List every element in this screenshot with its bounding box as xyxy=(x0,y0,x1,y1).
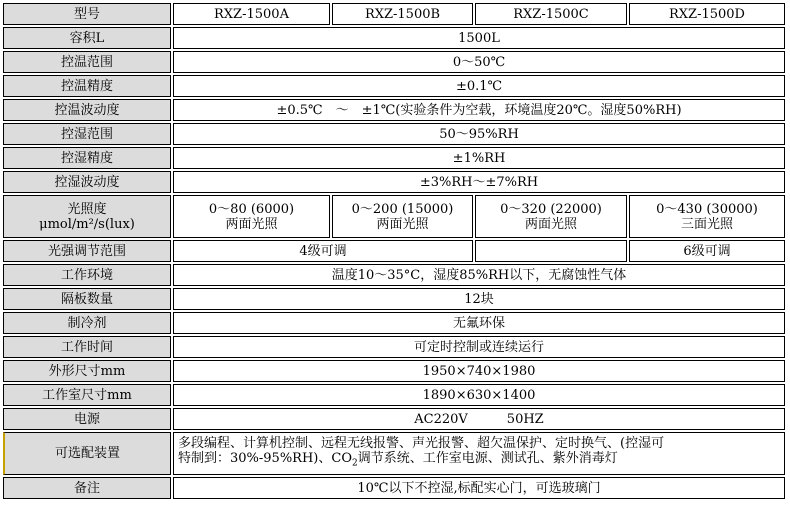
work-time-value: 可定时控制或连续运行 xyxy=(173,336,785,358)
outer-size-value: 1950×740×1980 xyxy=(173,360,785,382)
row-label-power: 电源 xyxy=(3,408,171,430)
temp-fluctuation-value: ±0.5℃ ～ ±1℃(实验条件为空载，环境温度20℃。湿度50%RH) xyxy=(173,99,785,121)
light-adjust-c xyxy=(475,240,627,262)
table-row-model xyxy=(3,3,785,25)
row-label-remarks: 备注 xyxy=(3,477,171,499)
options-value xyxy=(173,432,785,475)
table-row-environment xyxy=(3,264,785,286)
row-label-model: 型号 xyxy=(3,3,171,25)
refrigerant-value: 无氟环保 xyxy=(173,312,785,334)
light-adjust-d: 6级可调 xyxy=(629,240,785,262)
table-row-humidity-precision xyxy=(3,147,785,169)
table-row-remarks xyxy=(3,477,785,499)
model-c: RXZ-1500C xyxy=(475,3,627,25)
capacity-value: 1500L xyxy=(173,27,785,49)
model-b: RXZ-1500B xyxy=(332,3,473,25)
row-label-temp-precision: 控温精度 xyxy=(3,75,171,97)
environment-value: 温度10～35°C，湿度85%RH以下，无腐蚀性气体 xyxy=(173,264,785,286)
row-label-light-adjust: 光强调节范围 xyxy=(3,240,171,262)
row-label-work-time: 工作时间 xyxy=(3,336,171,358)
illuminance-a-mode: 两面光照 xyxy=(225,216,278,232)
illuminance-unit: μmol/m²/s(lux) xyxy=(39,216,135,232)
options-line-2 xyxy=(178,451,782,472)
table-row-illuminance xyxy=(3,195,785,238)
table-row-light-adjust xyxy=(3,240,785,262)
table-row-power xyxy=(3,408,785,430)
table-row-temp-precision xyxy=(3,75,785,97)
table-row-options xyxy=(3,432,785,475)
illuminance-b-mode: 两面光照 xyxy=(376,216,429,232)
illuminance-d xyxy=(629,195,785,238)
options-line-2-b: 调节系统、工作室电源、测试孔、紫外消毒灯 xyxy=(357,450,618,466)
model-d: RXZ-1500D xyxy=(629,3,785,25)
table-row-chamber-size xyxy=(3,384,785,406)
table-row-humidity-range xyxy=(3,123,785,145)
row-label-humidity-range: 控湿范围 xyxy=(3,123,171,145)
humidity-precision-value: ±1%RH xyxy=(173,147,785,169)
illuminance-label: 光照度 xyxy=(67,201,107,217)
illuminance-d-mode: 三面光照 xyxy=(680,216,733,232)
row-label-illuminance xyxy=(3,195,171,238)
table-row-humidity-fluctuation xyxy=(3,171,785,193)
options-line-1: 多段编程、计算机控制、远程无线报警、声光报警、超欠温保护、定时换气、(控湿可 xyxy=(178,435,665,451)
table-row-outer-size xyxy=(3,360,785,382)
row-label-environment: 工作环境 xyxy=(3,264,171,286)
model-a: RXZ-1500A xyxy=(173,3,330,25)
spec-table xyxy=(1,1,787,501)
row-label-temp-fluctuation: 控温波动度 xyxy=(3,99,171,121)
temp-precision-value: ±0.1℃ xyxy=(173,75,785,97)
illuminance-c-mode: 两面光照 xyxy=(524,216,577,232)
light-adjust-ab: 4级可调 xyxy=(173,240,473,262)
illuminance-b xyxy=(332,195,473,238)
table-row-refrigerant xyxy=(3,312,785,334)
row-label-options: 可选配装置 xyxy=(3,432,171,475)
row-label-shelves: 隔板数量 xyxy=(3,288,171,310)
options-co2-subscript: 2 xyxy=(351,458,358,469)
row-label-humidity-fluctuation: 控湿波动度 xyxy=(3,171,171,193)
illuminance-c-range: 0～320 (22000) xyxy=(500,201,602,217)
table-row-shelves xyxy=(3,288,785,310)
row-label-chamber-size: 工作室尺寸mm xyxy=(3,384,171,406)
chamber-size-value: 1890×630×1400 xyxy=(173,384,785,406)
table-row-capacity xyxy=(3,27,785,49)
options-line-2-a: 特制到：30%-95%RH)、CO xyxy=(178,450,352,466)
shelves-value: 12块 xyxy=(173,288,785,310)
power-value: AC220V 50HZ xyxy=(173,408,785,430)
row-label-capacity: 容积L xyxy=(3,27,171,49)
illuminance-d-range: 0～430 (30000) xyxy=(656,201,758,217)
illuminance-a-range: 0～80 (6000) xyxy=(208,201,295,217)
row-label-humidity-precision: 控湿精度 xyxy=(3,147,171,169)
table-row-temp-range xyxy=(3,51,785,73)
row-label-refrigerant: 制冷剂 xyxy=(3,312,171,334)
temp-range-value: 0～50℃ xyxy=(173,51,785,73)
illuminance-b-range: 0～200 (15000) xyxy=(351,201,454,217)
table-row-work-time xyxy=(3,336,785,358)
humidity-fluctuation-value: ±3%RH～±7%RH xyxy=(173,171,785,193)
remarks-value: 10℃以下不控湿,标配实心门，可选玻璃门 xyxy=(173,477,785,499)
illuminance-c xyxy=(475,195,627,238)
row-label-temp-range: 控温范围 xyxy=(3,51,171,73)
illuminance-a xyxy=(173,195,330,238)
table-row-temp-fluctuation xyxy=(3,99,785,121)
row-label-outer-size: 外形尺寸mm xyxy=(3,360,171,382)
humidity-range-value: 50～95%RH xyxy=(173,123,785,145)
